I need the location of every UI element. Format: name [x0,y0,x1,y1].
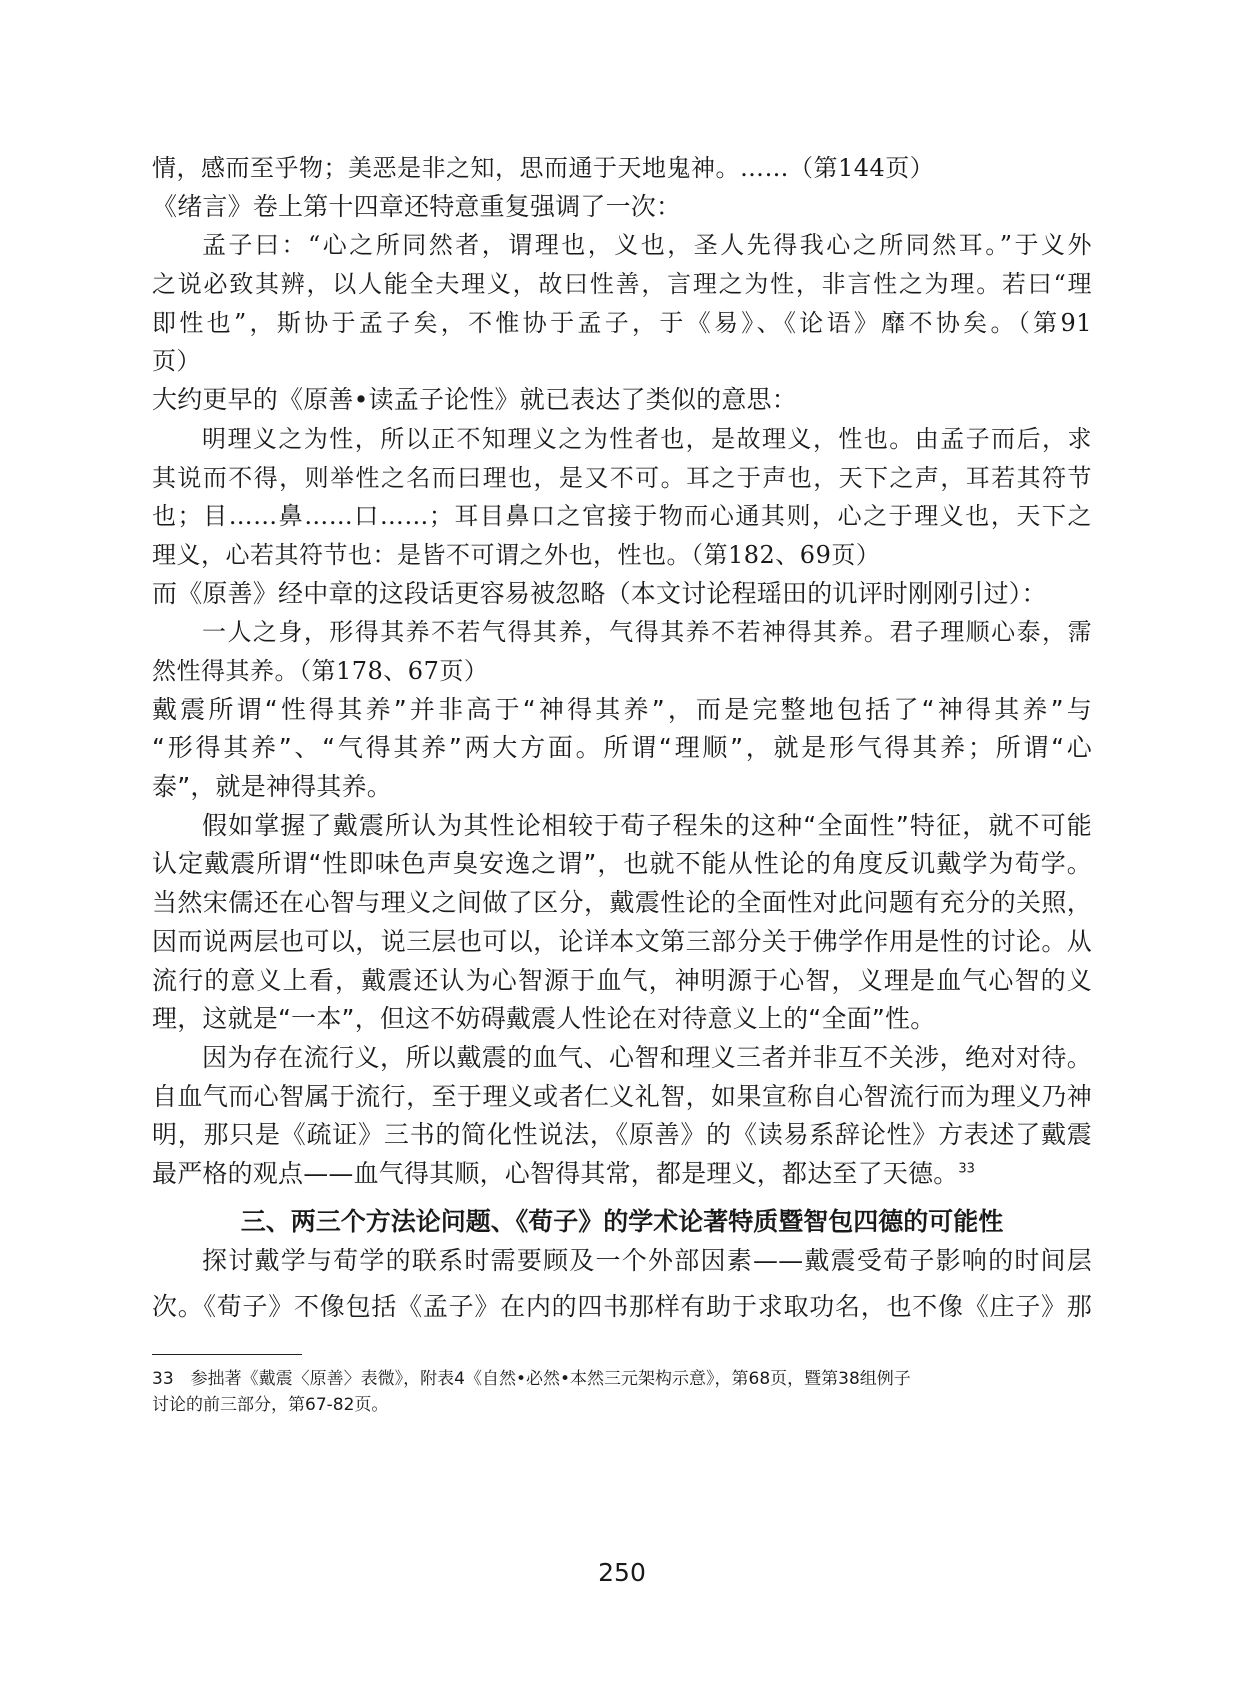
text-line [152,380,1092,416]
line-text: 《绪言》卷上第十四章还特意重复强调了一次： [152,192,682,221]
line-text: 也；目……鼻……口……；耳目鼻口之官接于物而心通其则，心之于理义也，天下之 [152,502,1092,530]
text-line [152,1077,1092,1113]
line-text: 因而说两层也可以，说三层也可以，论详本文第三部分关于佛学作用是性的讨论。从 [152,927,1092,956]
footnote-divider [152,1354,302,1355]
text-line [152,883,1092,919]
line-text: 明，那只是《疏证》三书的简化性说法，《原善》的《读易系辞论性》方表述了戴震 [152,1120,1092,1149]
text-line [152,1154,1092,1190]
text-line [152,612,1092,647]
line-text: 认定戴震所谓“性即味色声臭安逸之谓”，也就不能从性论的角度反讥戴学为荀学。 [152,849,1092,878]
text-line [152,496,1092,531]
text-line [152,690,1092,726]
line-text: 理义，心若其符节也：是皆不可谓之外也，性也。（第182、69页） [152,541,881,569]
line-text: 理，这就是“一本”，但这不妨碍戴震人性论在对待意义上的“全面”性。 [152,1004,936,1033]
line-text: 其说而不得，则举性之名而曰理也，是又不可。耳之于声也，天下之声，耳若其符节 [152,464,1092,492]
text-line [152,922,1092,958]
line-text: 因为存在流行义，所以戴震的血气、心智和理义三者并非互不关涉，绝对对待。 [202,1043,1092,1072]
text-line [152,1241,1092,1277]
line-text: 自血气而心智属于流行，至于理义或者仁义礼智，如果宣称自心智流行而为理义乃神 [152,1082,1092,1111]
text-line [152,999,1092,1035]
footnote-reference[interactable]: 33 [958,1161,975,1177]
line-text: 页） [152,347,201,375]
text-line [152,806,1092,842]
line-text: 大约更早的《原善•读孟子论性》就已表达了类似的意思： [152,385,797,414]
text-line [152,651,1092,686]
text-line [152,148,1092,183]
text-line [152,458,1092,493]
text-line [152,728,1092,764]
line-text: 情，感而至乎物；美恶是非之知，思而通于天地鬼神。……（第144页） [152,154,935,182]
line-text: 假如掌握了戴震所认为其性论相较于荀子程朱的这种“全面性”特征，就不可能 [202,811,1092,840]
line-text: 探讨戴学与荀学的联系时需要顾及一个外部因素——戴震受荀子影响的时间层 [202,1246,1092,1275]
line-text: 然性得其养。（第178、67页） [152,657,489,685]
line-text: 即性也”，斯协于孟子矣，不惟协于孟子，于《易》、《论语》靡不协矣。（第91 [152,309,1092,337]
line-text: 泰”，就是神得其养。 [152,772,392,801]
line-text: 一人之身，形得其养不若气得其养，气得其养不若神得其养。君子理顺心泰，霈 [202,618,1092,646]
text-line [152,961,1092,997]
text-line [152,1115,1092,1151]
text-line [152,1038,1092,1074]
footnote-line-2: 讨论的前三部分，第67-82页。 [152,1395,389,1415]
page-number: 250 [598,1558,646,1587]
text-line [152,419,1092,454]
footnote-line-1: 33 参拙著《戴震〈原善〉表微》，附表4《自然•必然•本然三元架构示意》，第68页，暨第38组例子 [152,1369,911,1389]
line-text: 而《原善》经中章的这段话更容易被忽略（本文讨论程瑶田的讥评时刚刚引过）： [152,579,1047,608]
line-text: 流行的意义上看，戴震还认为心智源于血气，神明源于心智，义理是血气心智的义 [152,966,1092,995]
line-text: 明理义之为性，所以正不知理义之为性者也，是故理义，性也。由孟子而后，求 [202,425,1092,453]
text-line [152,574,1092,610]
text-line [152,767,1092,803]
line-text: 戴震所谓“性得其养”并非高于“神得其养”，而是完整地包括了“神得其养”与 [152,695,1092,724]
text-line [152,264,1092,299]
text-line [152,844,1092,880]
text-line [152,303,1092,338]
text-line [152,535,1092,570]
section-heading: 三、两三个方法论问题、《荀子》的学术论著特质暨智包四德的可能性 [240,1207,1004,1236]
line-text: 最严格的观点——血气得其顺，心智得其常，都是理义，都达至了天德。 [152,1159,959,1188]
line-text: 次。《荀子》不像包括《孟子》在内的四书那样有助于求取功名，也不像《庄子》那 [152,1292,1092,1321]
text-line [152,225,1092,260]
text-line [152,1287,1092,1323]
line-text: “形得其养”、“气得其养”两大方面。所谓“理顺”，就是形气得其养；所谓“心 [152,733,1092,762]
line-text: 孟子曰：“心之所同然者，谓理也，义也，圣人先得我心之所同然耳。”于义外 [202,231,1092,259]
line-text: 之说必致其辨，以人能全夫理义，故曰性善，言理之为性，非言性之为理。若曰“理 [152,270,1092,298]
document-page [152,0,1092,1695]
text-line [152,187,1092,223]
text-line [152,341,1092,376]
line-text: 当然宋儒还在心智与理义之间做了区分，戴震性论的全面性对此问题有充分的关照， [152,888,1092,917]
